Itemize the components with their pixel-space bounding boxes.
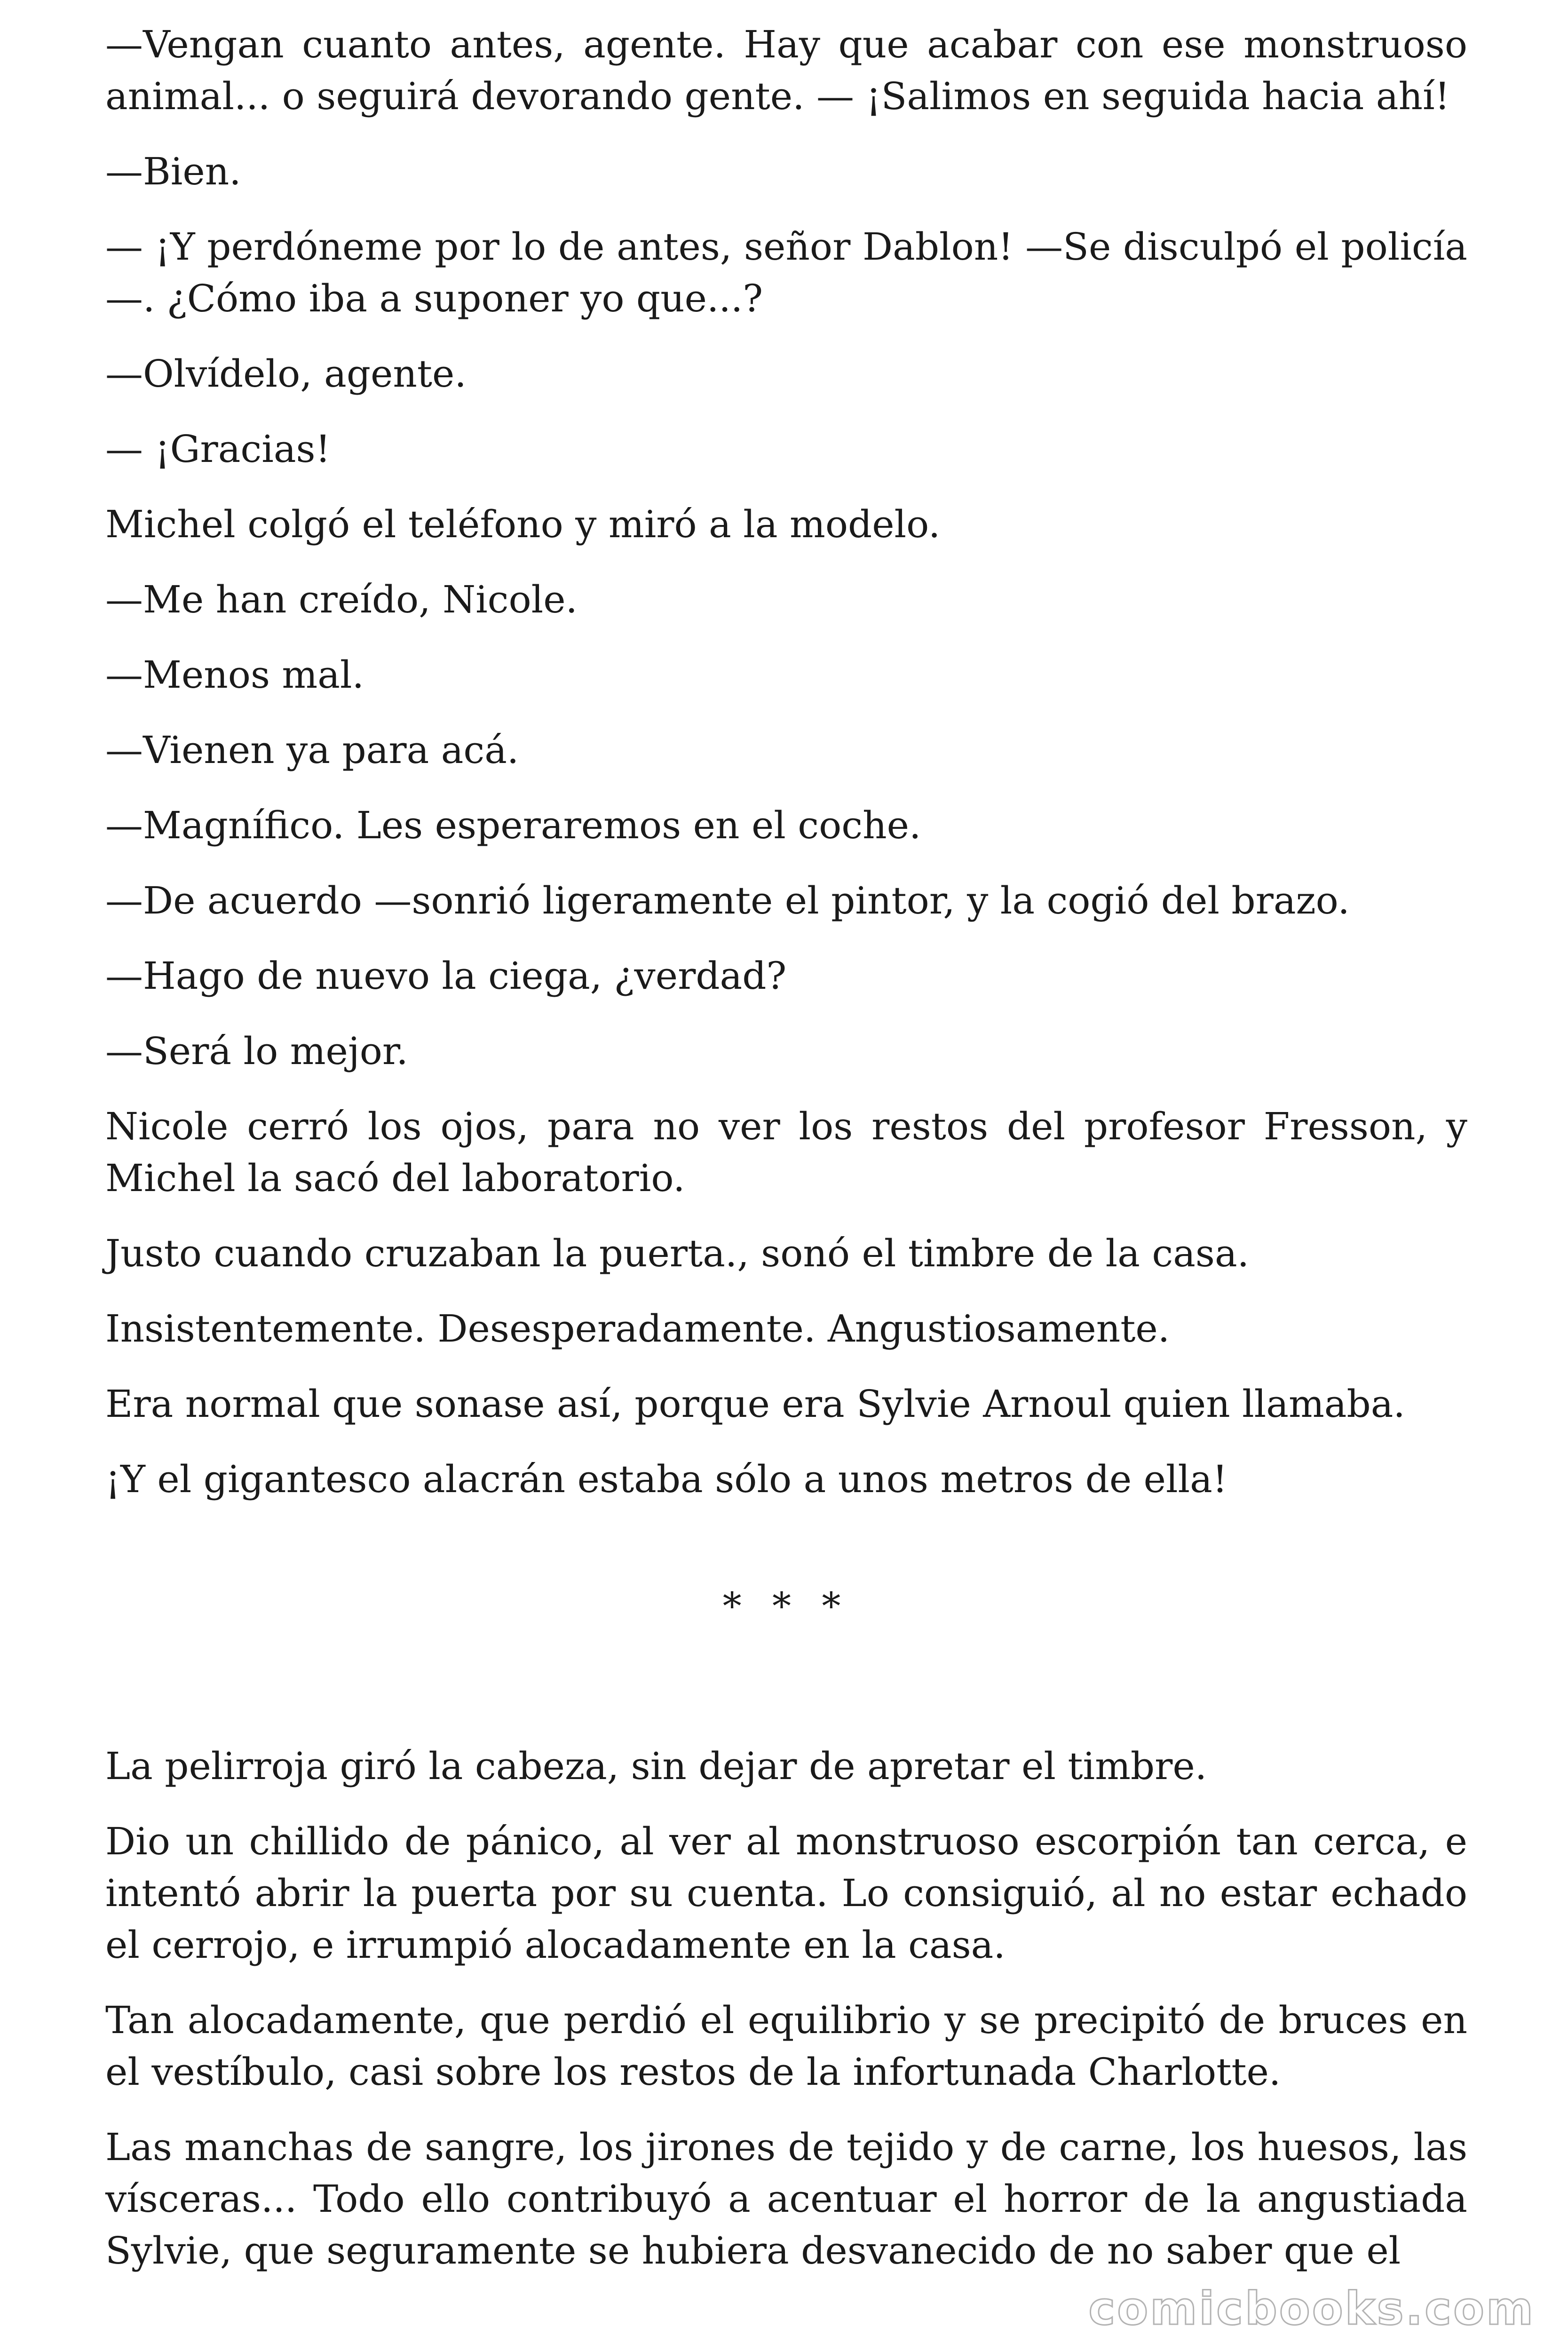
- paragraph: —Me han creído, Nicole.: [105, 578, 578, 621]
- paragraph: —Bien.: [105, 150, 241, 193]
- paragraph: —Hago de nuevo la ciega, ¿verdad?: [105, 954, 787, 998]
- paragraph: —Magnífico. Les esperaremos en el coche.: [105, 803, 921, 847]
- paragraph: —Olvídelo, agente.: [105, 352, 467, 396]
- paragraph: Justo cuando cruzaban la puerta., sonó el timbre de la casa.: [105, 1232, 1250, 1275]
- paragraph: Dio un chillido de pánico, al ver al monstruoso escorpión tan cerca, e intentó abrir la puerta por su cuenta. Lo consiguió, al no estar echado el cerrojo, e irrumpió alocadamente en la casa.: [105, 1820, 1467, 1967]
- paragraph: Nicole cerró los ojos, para no ver los restos del profesor Fresson, y Michel la sacó del laboratorio.: [105, 1104, 1467, 1200]
- paragraph: — ¡Y perdóneme por lo de antes, señor Dablon! —Se disculpó el policía—. ¿Cómo iba a suponer yo que...?: [105, 225, 1467, 320]
- text-column: [105, 19, 1467, 2300]
- paragraph: Era normal que sonase así, porque era Sylvie Arnoul quien llamaba.: [105, 1382, 1405, 1426]
- paragraph: Tan alocadamente, que perdió el equilibrio y se precipitó de bruces en el vestíbulo, casi sobre los restos de la infortunada Charlotte.: [105, 1998, 1467, 2094]
- paragraph: — ¡Gracias!: [105, 427, 331, 471]
- paragraph: Insistentemente. Desesperadamente. Angustiosamente.: [105, 1307, 1170, 1351]
- paragraph: La pelirroja giró la cabeza, sin dejar de apretar el timbre.: [105, 1744, 1207, 1788]
- paragraph: —Menos mal.: [105, 653, 364, 697]
- paragraph: ¡Y el gigantesco alacrán estaba sólo a unos metros de ella!: [105, 1457, 1227, 1501]
- paragraph: —Vienen ya para acá.: [105, 728, 519, 772]
- paragraph: —Vengan cuanto antes, agente. Hay que acabar con ese monstruoso animal... o seguirá devorando gente. — ¡Salimos en seguida hacia ahí!: [105, 23, 1467, 118]
- paragraph: Michel colgó el teléfono y miró a la modelo.: [105, 502, 941, 546]
- paragraph: Las manchas de sangre, los jirones de tejido y de carne, los huesos, las vísceras... Todo ello contribuyó a acentuar el horror de la angustiada Sylvie, que seguramente se hubiera desvanecido de no saber que el: [105, 2125, 1467, 2273]
- watermark: comicbooks.com: [1088, 2282, 1535, 2335]
- paragraph: —Será lo mejor.: [105, 1029, 408, 1073]
- paragraph: —De acuerdo —sonrió ligeramente el pintor, y la cogió del brazo.: [105, 879, 1350, 922]
- scene-break-separator: * * *: [722, 1584, 850, 1628]
